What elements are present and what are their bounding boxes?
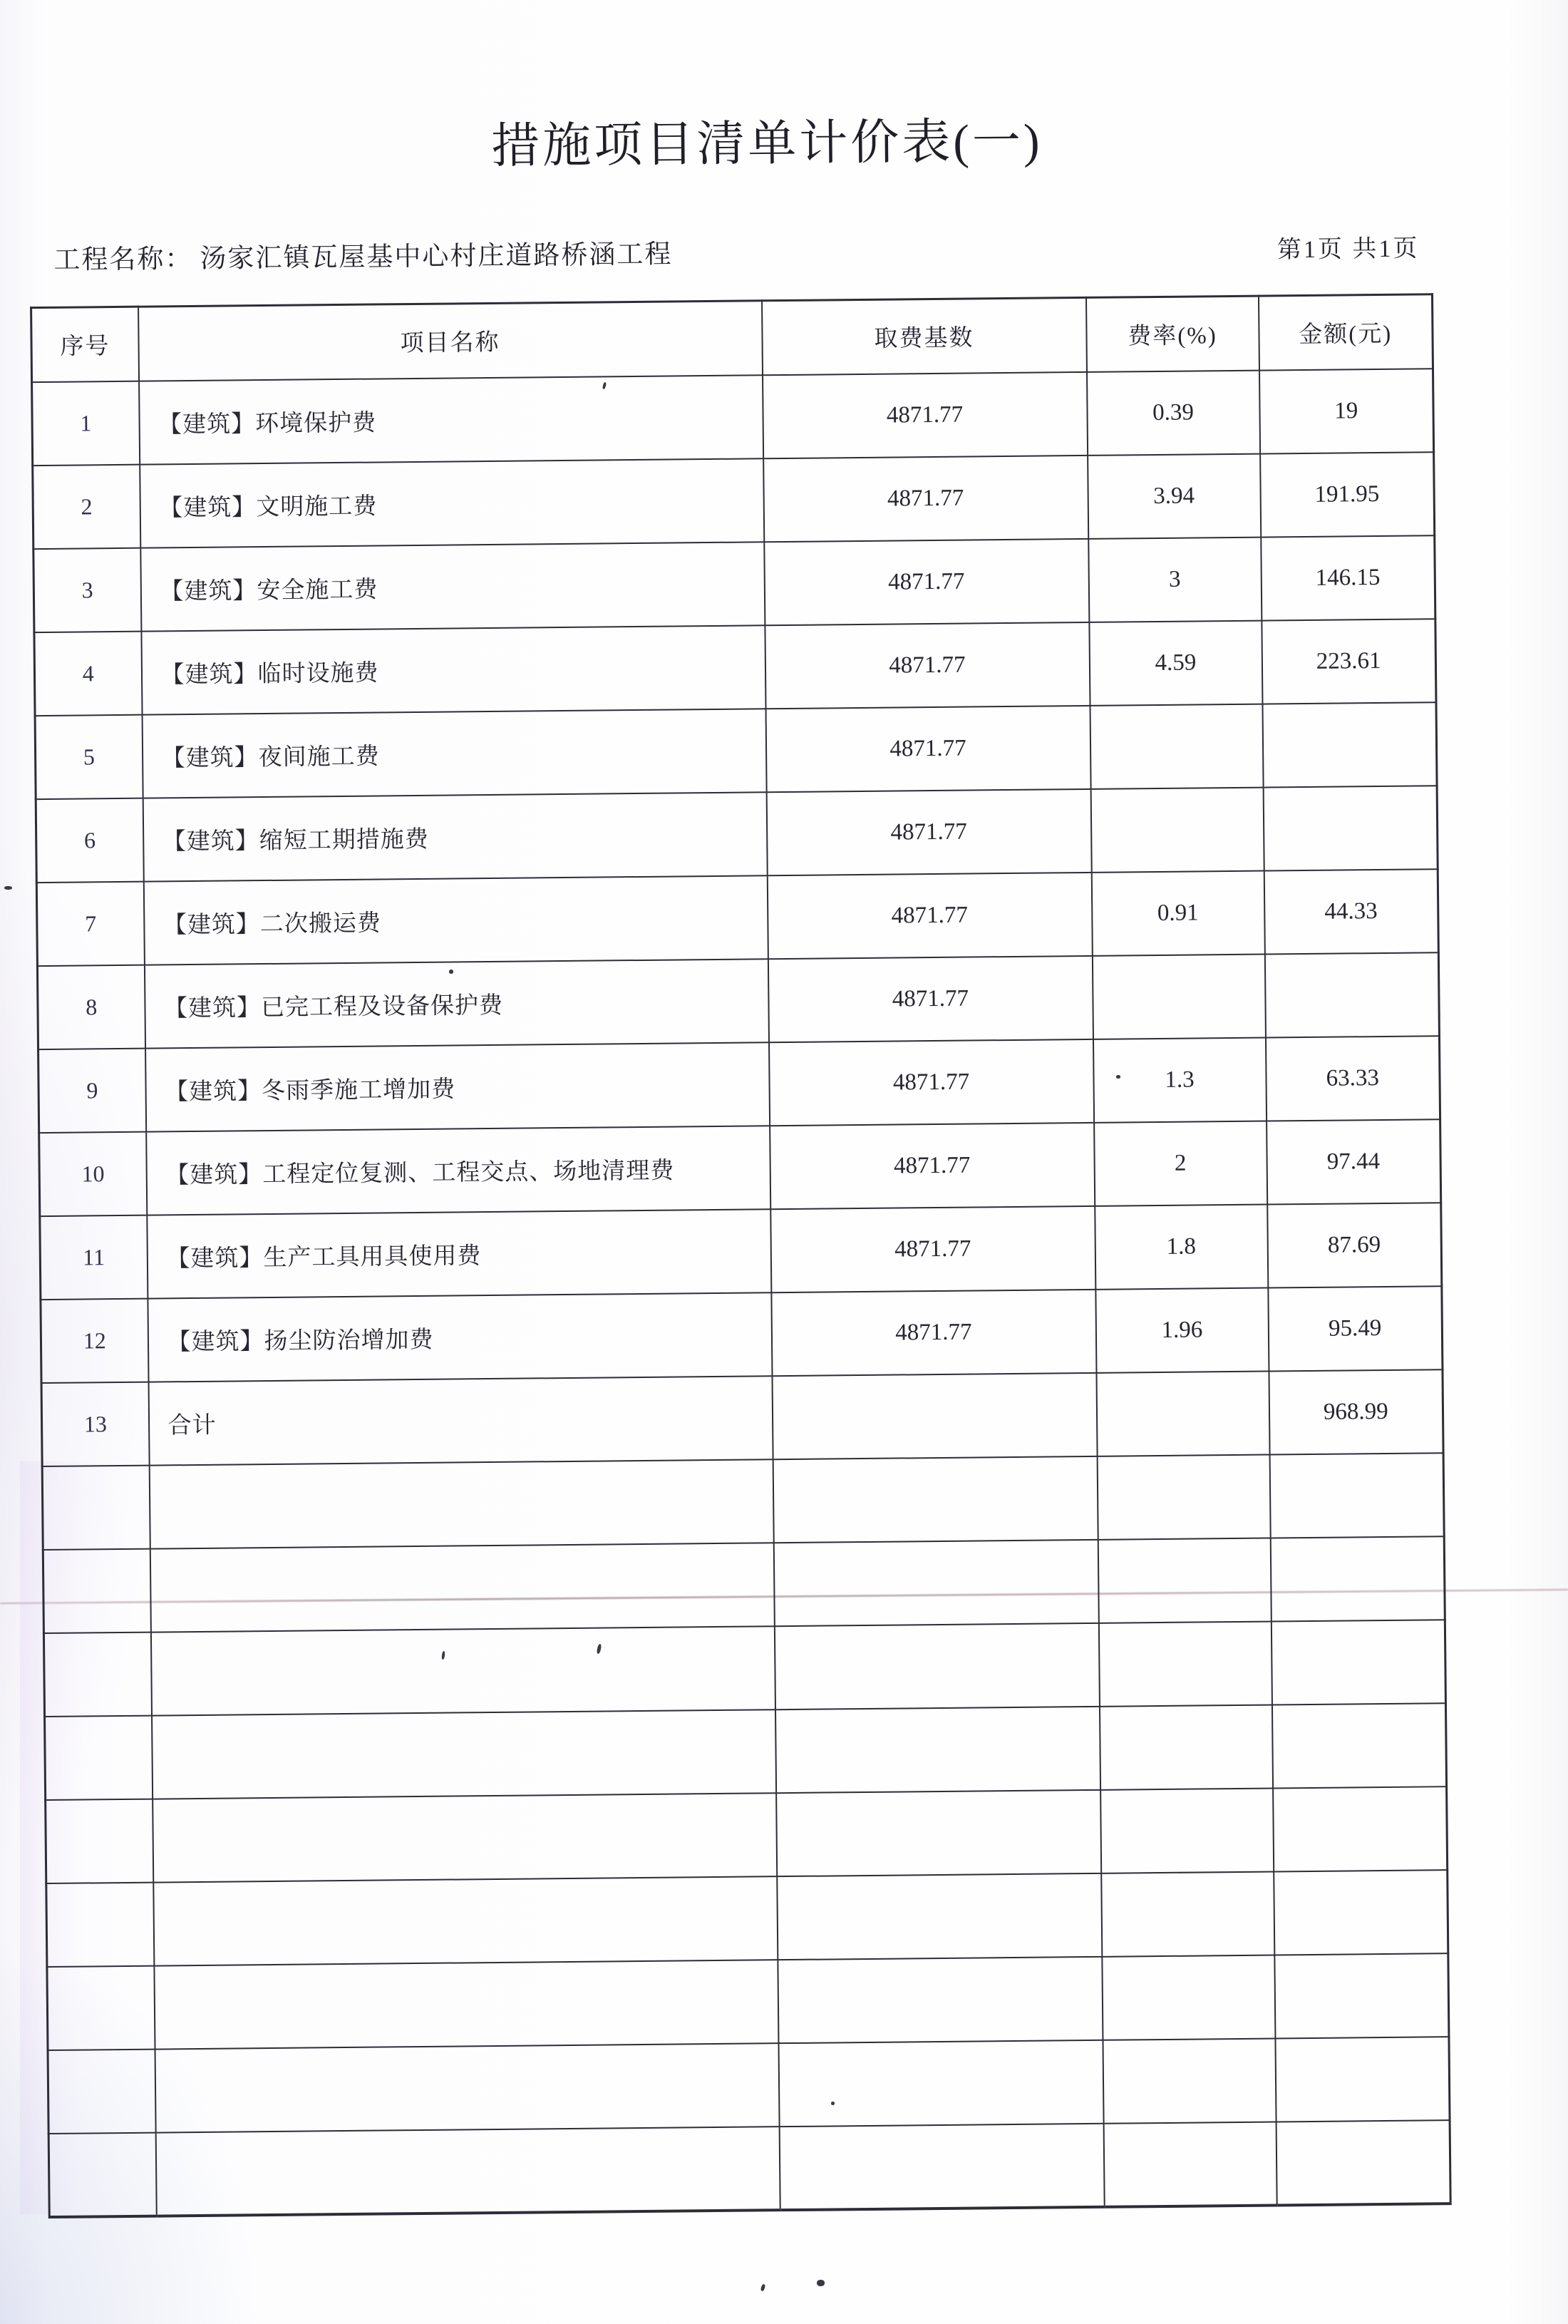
cell-base: 4871.77 — [765, 705, 1090, 791]
cell-name: 合计 — [148, 1376, 773, 1465]
empty-cell-name — [149, 1459, 773, 1548]
table-row — [39, 1119, 1441, 1216]
empty-row — [43, 1536, 1445, 1633]
cell-rate — [1092, 954, 1265, 1039]
empty-cell-no — [46, 1882, 154, 1966]
empty-cell-no — [42, 1465, 150, 1549]
cell-amount: 191.95 — [1260, 452, 1435, 537]
cell-no: 4 — [34, 631, 142, 715]
table-row — [36, 869, 1438, 966]
empty-cell-amount — [1275, 2037, 1450, 2122]
cell-name: 【建筑】环境保护费 — [139, 375, 763, 464]
empty-row — [42, 1453, 1444, 1550]
scan-speck — [449, 970, 453, 974]
cell-base: 4871.77 — [770, 1205, 1095, 1292]
scan-speck — [1116, 1075, 1120, 1079]
scan-speck — [817, 2280, 825, 2286]
cell-rate: 1.96 — [1095, 1287, 1269, 1372]
cell-name: 【建筑】临时设施费 — [141, 625, 765, 714]
cell-rate: 1.8 — [1095, 1204, 1268, 1289]
table-body — [32, 369, 1451, 2217]
cell-name: 【建筑】夜间施工费 — [142, 709, 766, 798]
empty-cell-base — [776, 1789, 1101, 1876]
empty-cell-rate — [1101, 1871, 1274, 1956]
table-row — [32, 369, 1434, 466]
cell-base: 4871.77 — [763, 455, 1088, 541]
empty-cell-amount — [1269, 1453, 1444, 1538]
empty-cell-name — [153, 1793, 777, 1882]
scan-speck — [760, 2283, 766, 2291]
project-label: 工程名称： — [53, 244, 193, 275]
cell-base: 4871.77 — [766, 788, 1091, 875]
cell-no: 2 — [33, 464, 140, 548]
empty-cell-name — [152, 1709, 776, 1799]
empty-cell-amount — [1273, 1786, 1448, 1871]
empty-cell-base — [778, 2040, 1103, 2126]
cell-no: 11 — [40, 1215, 148, 1299]
empty-cell-rate — [1100, 1788, 1274, 1873]
column-header-no: 序号 — [31, 307, 139, 381]
empty-cell-base — [779, 2123, 1104, 2209]
cell-no: 3 — [33, 547, 141, 632]
cell-rate: 0.39 — [1086, 370, 1259, 455]
cell-amount: 95.49 — [1268, 1286, 1443, 1371]
header-row — [31, 294, 1433, 382]
cell-name: 【建筑】缩短工期措施费 — [143, 792, 767, 881]
empty-cell-base — [778, 1956, 1103, 2042]
table-row — [34, 619, 1436, 716]
table-row — [37, 952, 1439, 1049]
cell-base — [772, 1372, 1097, 1459]
empty-row — [45, 1703, 1447, 1800]
empty-row — [43, 1620, 1445, 1717]
cell-name: 【建筑】安全施工费 — [140, 542, 765, 631]
project-name: 汤家汇镇瓦屋基中心村庄道路桥涵工程 — [200, 240, 673, 274]
cell-base: 4871.77 — [768, 955, 1093, 1042]
cell-amount: 97.44 — [1267, 1119, 1441, 1204]
empty-cell-base — [775, 1706, 1100, 1792]
empty-cell-name — [153, 1876, 778, 1965]
cell-name: 【建筑】二次搬运费 — [143, 875, 768, 965]
table-row — [41, 1369, 1443, 1466]
cell-rate: 4.59 — [1089, 620, 1262, 705]
cell-base: 4871.77 — [770, 1122, 1095, 1208]
empty-cell-base — [773, 1456, 1098, 1542]
empty-cell-no — [47, 1965, 155, 2050]
cell-rate: 3.94 — [1088, 453, 1261, 538]
empty-cell-rate — [1098, 1538, 1271, 1623]
empty-row — [48, 2120, 1450, 2217]
cell-no: 8 — [37, 965, 145, 1049]
table-row — [40, 1203, 1442, 1300]
empty-cell-name — [150, 1626, 775, 1715]
page-indicator: 第1页 共1页 — [1276, 235, 1420, 264]
cell-amount: 146.15 — [1261, 535, 1435, 620]
empty-cell-no — [48, 2049, 155, 2133]
empty-cell-rate — [1099, 1705, 1272, 1789]
table-row — [41, 1286, 1443, 1383]
cell-rate — [1096, 1371, 1269, 1456]
empty-cell-no — [48, 2132, 156, 2216]
pricing-table — [30, 293, 1452, 2218]
empty-cell-base — [777, 1873, 1102, 1959]
empty-row — [46, 1870, 1448, 1967]
column-header-base: 取费基数 — [762, 297, 1087, 374]
cell-base: 4871.77 — [765, 622, 1090, 708]
cell-no: 5 — [35, 714, 143, 798]
cell-no: 12 — [41, 1298, 148, 1382]
cell-no: 6 — [36, 798, 143, 882]
cell-no: 1 — [32, 381, 140, 465]
table-row — [33, 535, 1435, 632]
cell-base: 4871.77 — [763, 371, 1088, 458]
empty-cell-rate — [1102, 1955, 1275, 2040]
cell-name: 【建筑】冬雨季施工增加费 — [145, 1042, 770, 1131]
empty-row — [48, 2037, 1450, 2134]
table-row — [35, 702, 1437, 799]
cell-name: 【建筑】生产工具用具使用费 — [147, 1209, 771, 1298]
cell-amount: 19 — [1259, 369, 1433, 453]
cell-name: 【建筑】已完工程及设备保护费 — [144, 959, 768, 1048]
empty-cell-amount — [1274, 1953, 1449, 2038]
empty-cell-amount — [1270, 1536, 1445, 1621]
cell-base: 4871.77 — [771, 1289, 1096, 1375]
scan-speck — [4, 886, 12, 890]
cell-rate: 3 — [1088, 537, 1262, 622]
empty-cell-amount — [1276, 2120, 1450, 2205]
empty-cell-base — [774, 1623, 1099, 1709]
empty-cell-name — [155, 2127, 780, 2216]
table-row — [33, 452, 1435, 549]
empty-cell-rate — [1097, 1454, 1270, 1539]
empty-cell-no — [43, 1548, 150, 1633]
cell-rate — [1090, 704, 1263, 788]
empty-cell-amount — [1272, 1703, 1446, 1788]
empty-cell-name — [154, 1960, 778, 2049]
cell-name: 【建筑】工程定位复测、工程交点、场地清理费 — [146, 1126, 770, 1215]
scan-speck — [831, 2102, 835, 2105]
column-header-amount: 金额(元) — [1258, 294, 1433, 370]
column-header-name: 项目名称 — [138, 301, 763, 381]
cell-no: 13 — [41, 1382, 149, 1466]
cell-amount: 63.33 — [1265, 1036, 1440, 1121]
cell-name: 【建筑】文明施工费 — [140, 458, 764, 547]
cell-base: 4871.77 — [768, 1039, 1093, 1125]
cell-amount — [1264, 952, 1439, 1037]
cell-amount — [1262, 702, 1437, 787]
cell-rate — [1090, 787, 1264, 872]
empty-row — [46, 1786, 1448, 1883]
cell-base: 4871.77 — [767, 872, 1092, 958]
empty-cell-amount — [1271, 1620, 1445, 1705]
cell-name: 【建筑】扬尘防治增加费 — [148, 1292, 772, 1382]
table-row — [38, 1036, 1440, 1133]
cell-no: 9 — [38, 1048, 146, 1132]
cell-amount — [1263, 786, 1438, 870]
page-title: 措施项目清单计价表(一) — [490, 113, 1043, 173]
empty-cell-base — [773, 1539, 1098, 1625]
empty-cell-amount — [1274, 1870, 1448, 1955]
empty-cell-no — [43, 1632, 151, 1716]
cell-base: 4871.77 — [764, 538, 1089, 624]
cell-amount: 223.61 — [1262, 619, 1436, 704]
empty-cell-no — [45, 1715, 153, 1799]
meta-row — [53, 225, 1419, 276]
empty-cell-no — [46, 1799, 153, 1883]
empty-cell-rate — [1103, 2122, 1276, 2206]
cell-no: 7 — [36, 881, 144, 965]
cell-amount: 968.99 — [1269, 1369, 1443, 1454]
empty-row — [47, 1953, 1449, 2050]
empty-cell-name — [150, 1543, 774, 1632]
table-row — [36, 786, 1438, 883]
cell-no: 10 — [39, 1131, 147, 1215]
empty-cell-name — [155, 2043, 779, 2132]
cell-rate: 2 — [1094, 1121, 1267, 1205]
cell-amount: 44.33 — [1264, 869, 1438, 954]
column-header-rate: 费率(%) — [1085, 296, 1259, 371]
empty-cell-rate — [1098, 1621, 1272, 1706]
project-name-line — [53, 232, 672, 277]
cell-amount: 87.69 — [1267, 1203, 1442, 1287]
cell-rate: 1.3 — [1093, 1037, 1266, 1122]
cell-rate: 0.91 — [1091, 870, 1264, 955]
empty-cell-rate — [1103, 2038, 1276, 2123]
